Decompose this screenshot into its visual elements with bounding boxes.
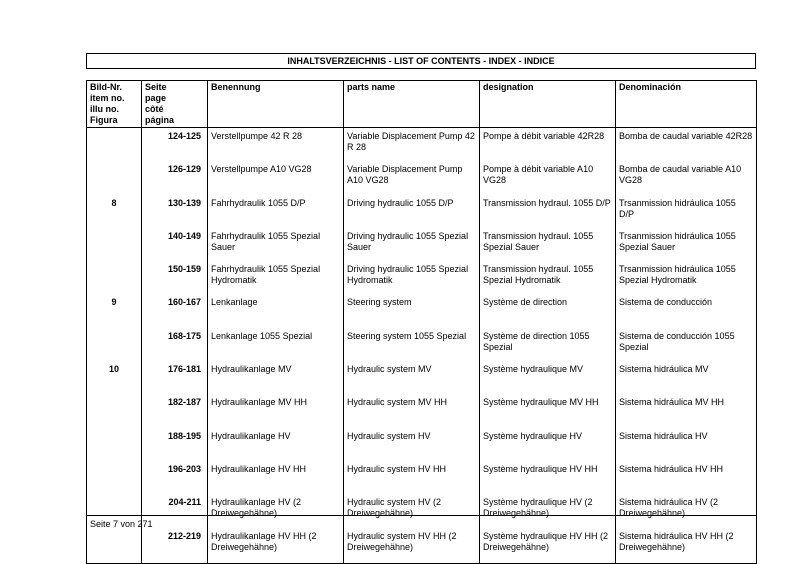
- row-denominacion: Sistema de conducción 1055 Spezial: [616, 330, 757, 363]
- row-denominacion: Sistema hidráulica HV HH (2 Dreiwegehähne): [616, 530, 757, 564]
- table-row: [87, 396, 757, 429]
- header-figure: Bild-Nr. item no. illu no. Figura: [87, 81, 142, 128]
- row-figure: [87, 530, 142, 564]
- row-designation: Système hydraulique HV: [480, 430, 616, 463]
- header-page: Seite page côté página: [142, 81, 208, 128]
- row-parts-name: Hydraulic system MV HH: [344, 396, 480, 429]
- row-designation: Système hydraulique MV: [480, 363, 616, 396]
- row-parts-name: Hydraulic system HV: [344, 430, 480, 463]
- row-parts-name: Variable Displacement Pump 42 R 28: [344, 128, 480, 164]
- row-parts-name: Steering system: [344, 296, 480, 329]
- row-figure: [87, 230, 142, 263]
- row-designation: Pompe à débit variable 42R28: [480, 128, 616, 164]
- row-parts-name: Driving hydraulic 1055 Spezial Hydromatik: [344, 263, 480, 296]
- page-number: Seite 7 von 271: [90, 519, 153, 529]
- header-parts-name: parts name: [344, 81, 480, 128]
- row-denominacion: Bomba de caudal variable A10 VG28: [616, 163, 757, 196]
- header-benennung: Benennung: [208, 81, 344, 128]
- row-designation: Transmission hydraul. 1055 D/P: [480, 197, 616, 230]
- row-parts-name: Variable Displacement Pump A10 VG28: [344, 163, 480, 196]
- row-denominacion: Sistema hidráulica HV HH: [616, 463, 757, 496]
- row-page: 188-195: [142, 430, 208, 463]
- row-page: 124-125: [142, 128, 208, 164]
- row-figure: [87, 330, 142, 363]
- row-figure: [87, 463, 142, 496]
- row-designation: Système de direction 1055 Spezial: [480, 330, 616, 363]
- row-page: 126-129: [142, 163, 208, 196]
- row-benennung: Verstellpumpe A10 VG28: [208, 163, 344, 196]
- row-denominacion: Trsanmission hidráulica 1055 Spezial Hydromatik: [616, 263, 757, 296]
- row-page: 168-175: [142, 330, 208, 363]
- row-figure: [87, 396, 142, 429]
- row-figure: [87, 128, 142, 164]
- row-benennung: Hydraulikanlage HV HH: [208, 463, 344, 496]
- table-row: [87, 128, 757, 164]
- row-denominacion: Sistema hidráulica MV HH: [616, 396, 757, 429]
- row-benennung: Fahrhydraulik 1055 Spezial Hydromatik: [208, 263, 344, 296]
- row-benennung: Hydraulikanlage HV (2 Dreiwegehähne): [208, 496, 344, 529]
- row-parts-name: Hydraulic system HV (2 Dreiwegehähne): [344, 496, 480, 529]
- row-benennung: Hydraulikanlage HV: [208, 430, 344, 463]
- table-row: [87, 496, 757, 529]
- row-designation: Transmission hydraul. 1055 Spezial Sauer: [480, 230, 616, 263]
- row-benennung: Verstellpumpe 42 R 28: [208, 128, 344, 164]
- row-designation: Système hydraulique HV (2 Dreiwegehähne): [480, 496, 616, 529]
- document-title: INHALTSVERZEICHNIS - LIST OF CONTENTS - INDEX - INDICE: [86, 53, 756, 69]
- row-page: 196-203: [142, 463, 208, 496]
- footer-divider: [86, 515, 756, 516]
- row-parts-name: Driving hydraulic 1055 D/P: [344, 197, 480, 230]
- row-page: 150-159: [142, 263, 208, 296]
- row-figure: 10: [87, 363, 142, 396]
- row-figure: [87, 263, 142, 296]
- table-row: [87, 330, 757, 363]
- row-designation: Système hydraulique HV HH: [480, 463, 616, 496]
- row-benennung: Hydraulikanlage MV: [208, 363, 344, 396]
- row-designation: Transmission hydraul. 1055 Spezial Hydromatik: [480, 263, 616, 296]
- row-benennung: Lenkanlage: [208, 296, 344, 329]
- row-page: 176-181: [142, 363, 208, 396]
- table-row: [87, 363, 757, 396]
- contents-body: [87, 128, 757, 564]
- row-page: 160-167: [142, 296, 208, 329]
- row-parts-name: Driving hydraulic 1055 Spezial Sauer: [344, 230, 480, 263]
- row-denominacion: Sistema hidráulica MV: [616, 363, 757, 396]
- table-row: [87, 430, 757, 463]
- row-designation: Pompe à débit variable A10 VG28: [480, 163, 616, 196]
- table-row: [87, 463, 757, 496]
- row-parts-name: Hydraulic system HV HH: [344, 463, 480, 496]
- table-row: [87, 163, 757, 196]
- row-figure: [87, 430, 142, 463]
- row-page: 140-149: [142, 230, 208, 263]
- row-denominacion: Trsanmission hidráulica 1055 D/P: [616, 197, 757, 230]
- row-benennung: Fahrhydraulik 1055 D/P: [208, 197, 344, 230]
- row-figure: 8: [87, 197, 142, 230]
- row-designation: Système hydraulique HV HH (2 Dreiwegehähne): [480, 530, 616, 564]
- row-page: 212-219: [142, 530, 208, 564]
- header-designation: designation: [480, 81, 616, 128]
- row-parts-name: Steering system 1055 Spezial: [344, 330, 480, 363]
- row-figure: [87, 163, 142, 196]
- header-denominacion: Denominación: [616, 81, 757, 128]
- row-denominacion: Sistema de conducción: [616, 296, 757, 329]
- table-row: [87, 530, 757, 564]
- row-benennung: Lenkanlage 1055 Spezial: [208, 330, 344, 363]
- row-page: 182-187: [142, 396, 208, 429]
- row-designation: Système hydraulique MV HH: [480, 396, 616, 429]
- row-designation: Système de direction: [480, 296, 616, 329]
- table-row: [87, 230, 757, 263]
- row-parts-name: Hydraulic system HV HH (2 Dreiwegehähne): [344, 530, 480, 564]
- row-page: 130-139: [142, 197, 208, 230]
- table-row: [87, 263, 757, 296]
- row-benennung: Hydraulikanlage HV HH (2 Dreiwegehähne): [208, 530, 344, 564]
- row-denominacion: Bomba de caudal variable 42R28: [616, 128, 757, 164]
- row-page: 204-211: [142, 496, 208, 529]
- row-denominacion: Trsanmission hidráulica 1055 Spezial Sauer: [616, 230, 757, 263]
- row-denominacion: Sistema hidráulica HV (2 Dreiwegehähne): [616, 496, 757, 529]
- header-row: [87, 81, 757, 128]
- row-denominacion: Sistema hidráulica HV: [616, 430, 757, 463]
- contents-table: [86, 80, 757, 564]
- row-benennung: Fahrhydraulik 1055 Spezial Sauer: [208, 230, 344, 263]
- row-parts-name: Hydraulic system MV: [344, 363, 480, 396]
- table-row: [87, 296, 757, 329]
- row-figure: 9: [87, 296, 142, 329]
- table-row: [87, 197, 757, 230]
- row-benennung: Hydraulikanlage MV HH: [208, 396, 344, 429]
